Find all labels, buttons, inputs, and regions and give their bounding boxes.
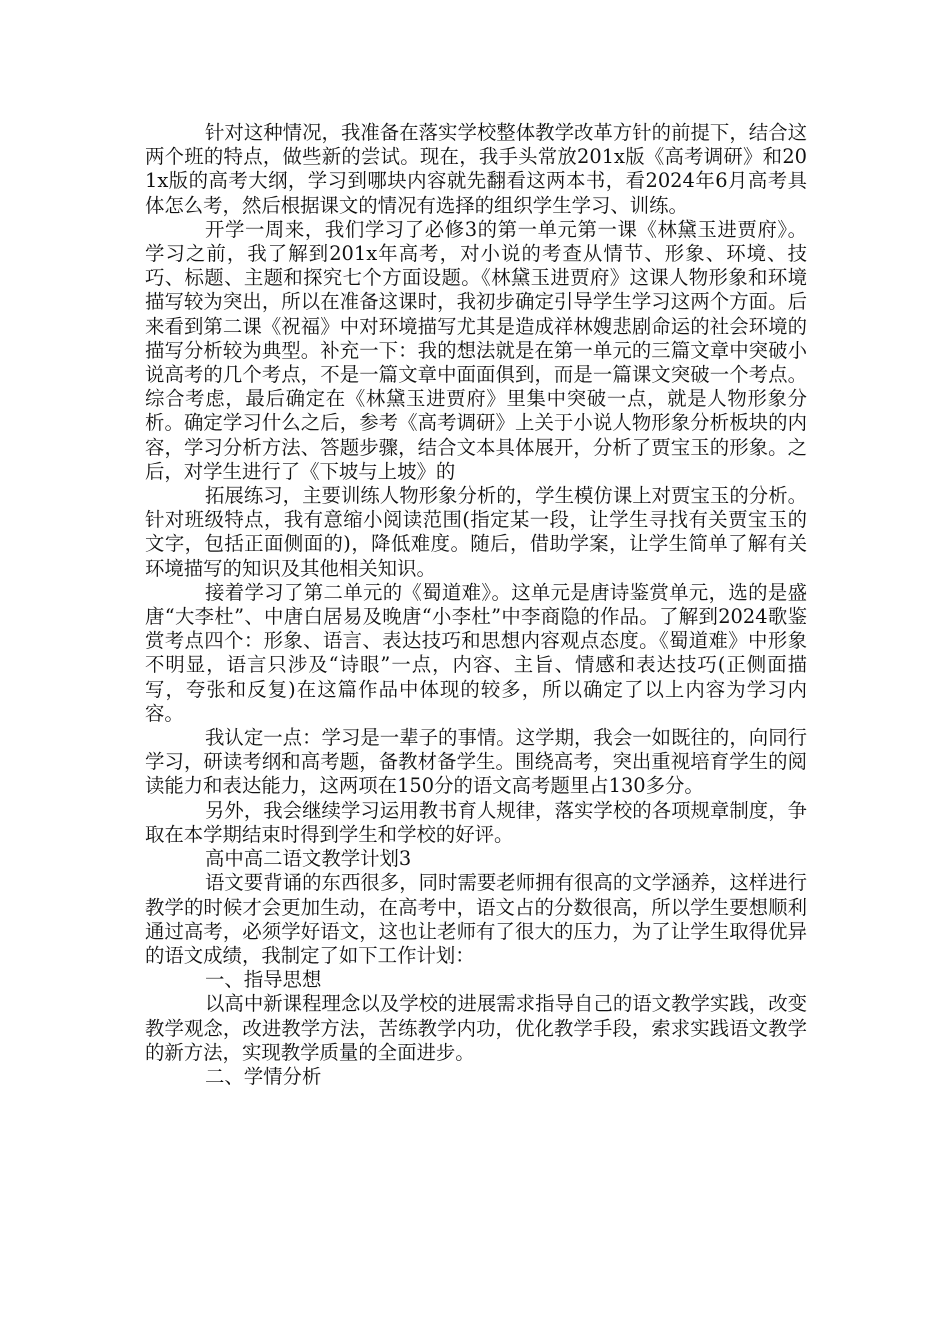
document-page <box>145 121 807 1089</box>
paragraph-guiding-thought: 以高中新课程理念以及学校的进展需求指导自己的语文教学实践，改变教学观念，改进教学方法，苦练教学内功，优化教学手段，索求实践语文教学的新方法，实现教学质量的全面进步。 <box>145 992 807 1064</box>
paragraph-situation: 针对这种情况，我准备在落实学校整体教学改革方针的前提下，结合这两个班的特点，做些新的尝试。现在，我手头常放201x版《高考调研》和201x版的高考大纲，学习到哪块内容就先翻看这两本书，看2024年6月高考具体怎么考，然后根据课文的情况有选择的组织学生学习、训练。 <box>145 121 807 217</box>
paragraph-first-week: 开学一周来，我们学习了必修3的第一单元第一课《林黛玉进贾府》。学习之前，我了解到201x年高考，对小说的考查从情节、形象、环境、技巧、标题、主题和探究七个方面设题。《林黛玉进贾府》这课人物形象和环境描写较为突出，所以在准备这课时，我初步确定引导学生学习这两个方面。后来看到第二课《祝福》中对环境描写尤其是造成祥林嫂悲剧命运的社会环境的描写分析较为典型。补充一下：我的想法就是在第一单元的三篇文章中突破小说高考的几个考点，不是一篇文章中面面俱到，而是一篇课文突破一个考点。综合考虑，最后确定在《林黛玉进贾府》里集中突破一点，就是人物形象分析。确定学习什么之后，参考《高考调研》上关于小说人物形象分析板块的内容，学习分析方法、答题步骤，结合文本具体展开，分析了贾宝玉的形象。之后，对学生进行了《下坡与上坡》的 <box>145 217 807 483</box>
paragraph-plan-intro: 语文要背诵的东西很多，同时需要老师拥有很高的文学涵养，这样进行教学的时候才会更加生动，在高考中，语文占的分数很高，所以学生要想顺利通过高考，必须学好语文，这也让老师有了很大的压力，为了让学生取得优异的语文成绩，我制定了如下工作计划： <box>145 871 807 967</box>
paragraph-extension-practice: 拓展练习，主要训练人物形象分析的，学生模仿课上对贾宝玉的分析。针对班级特点，我有意缩小阅读范围(指定某一段，让学生寻找有关贾宝玉的文字，包括正面侧面的)，降低难度。随后，借助学案，让学生简单了解有关环境描写的知识及其他相关知识。 <box>145 484 807 580</box>
heading-student-analysis: 二、学情分析 <box>205 1064 322 1088</box>
section-title-plan-3: 高中高二语文教学计划3 <box>205 847 412 871</box>
paragraph-lifelong-learning: 我认定一点：学习是一辈子的事情。这学期，我会一如既往的，向同行学习，研读考纲和高考题，备教材备学生。围绕高考，突出重视培育学生的阅读能力和表达能力，这两项在150分的语文高考题里占130多分。 <box>145 726 807 798</box>
paragraph-additionally: 另外，我会继续学习运用教书育人规律，落实学校的各项规章制度，争取在本学期结束时得到学生和学校的好评。 <box>145 798 807 846</box>
heading-guiding-thought: 一、指导思想 <box>205 968 322 992</box>
paragraph-shudaonan: 接着学习了第二单元的《蜀道难》。这单元是唐诗鉴赏单元，选的是盛唐“大李杜”、中唐白居易及晚唐“小李杜”中李商隐的作品。了解到2024歌鉴赏考点四个：形象、语言、表达技巧和思想内容观点态度。《蜀道难》中形象不明显，语言只涉及“诗眼”一点，内容、主旨、情感和表达技巧(正侧面描写，夸张和反复)在这篇作品中体现的较多，所以确定了以上内容为学习内容。 <box>145 580 807 725</box>
